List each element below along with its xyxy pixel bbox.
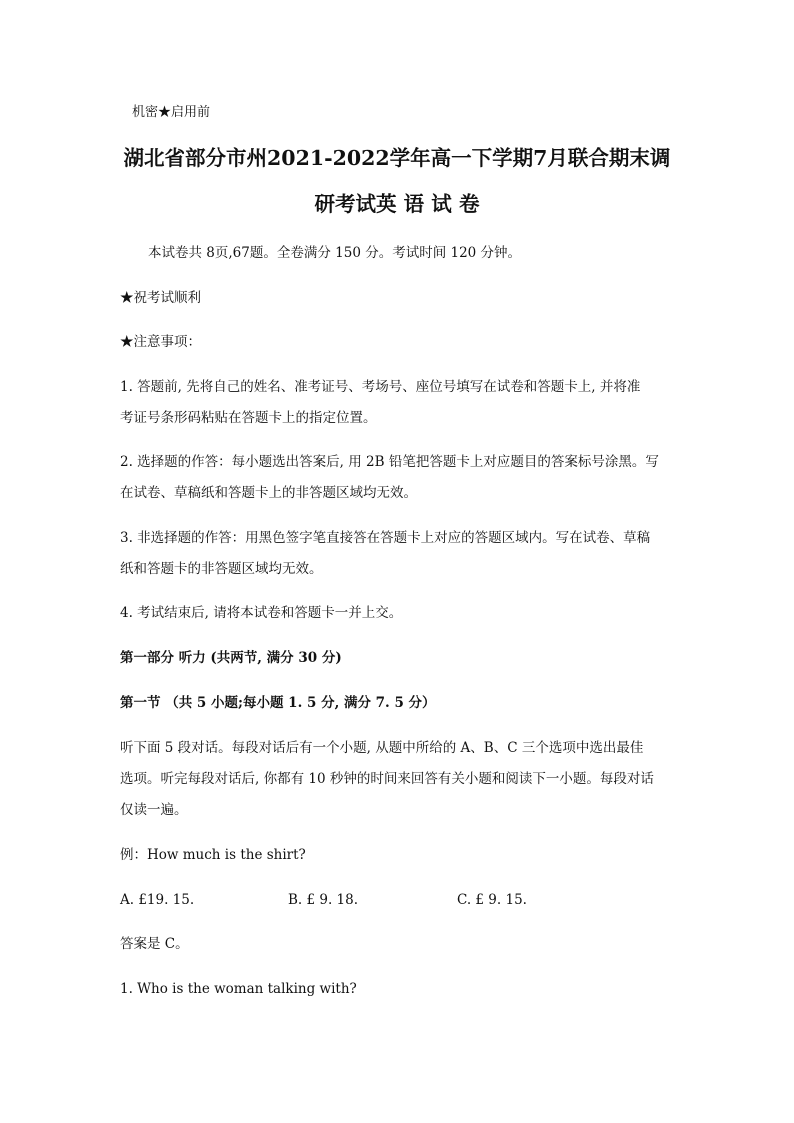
example-option-b: B. £ 9. 18. — [288, 892, 359, 908]
question-1: 1. Who is the woman talking with? — [120, 981, 357, 997]
instructions-line-1: 听下面 5 段对话。每段对话后有一个小题, 从题中所给的 A、B、C 三个选项中选出最佳 — [120, 740, 644, 756]
notice-1-line-1: 1. 答题前, 先将自己的姓名、准考证号、考场号、座位号填写在试卷和答题卡上, 并将准 — [120, 379, 641, 395]
notice-3-line-1: 3. 非选择题的作答：用黑色签字笔直接答在答题卡上对应的答题区域内。写在试卷、草稿 — [120, 530, 651, 546]
notice-1-line-2: 考证号条形码粘贴在答题卡上的指定位置。 — [120, 410, 377, 426]
page-title-line-1: 湖北省部分市州2021-2022学年高一下学期7月联合期末调 — [123, 146, 671, 170]
classified-label: 机密★启用前 — [132, 105, 211, 120]
part1-heading: 第一部分 听力 (共两节, 满分 30 分) — [120, 650, 342, 666]
exam-intro: 本试卷共 8页,67题。全卷满分 150 分。考试时间 120 分钟。 — [148, 245, 522, 261]
example-option-a: A. £19. 15. — [120, 892, 195, 908]
section1-heading: 第一节 （共 5 小题;每小题 1. 5 分, 满分 7. 5 分） — [120, 695, 436, 711]
example-question: 例：How much is the shirt? — [120, 847, 306, 863]
notice-2-line-2: 在试卷、草稿纸和答题卡上的非答题区域均无效。 — [120, 485, 417, 501]
notice-2-line-1: 2. 选择题的作答：每小题选出答案后, 用 2B 铅笔把答题卡上对应题目的答案标号涂黑。写 — [120, 454, 659, 470]
example-answer: 答案是 C。 — [120, 936, 189, 952]
notice-3-line-2: 纸和答题卡的非答题区域均无效。 — [120, 561, 323, 577]
good-luck-note: ★祝考试顺利 — [120, 290, 201, 306]
notice-heading: ★注意事项： — [120, 334, 201, 350]
notice-4: 4. 考试结束后, 请将本试卷和答题卡一并上交。 — [120, 605, 403, 621]
page-title-line-2: 研考试英 语 试 卷 — [314, 192, 480, 216]
instructions-line-3: 仅读一遍。 — [120, 802, 188, 818]
example-option-c: C. £ 9. 15. — [457, 892, 527, 908]
instructions-line-2: 选项。听完每段对话后, 你都有 10 秒钟的时间来回答有关小题和阅读下一小题。每段对话 — [120, 771, 654, 787]
